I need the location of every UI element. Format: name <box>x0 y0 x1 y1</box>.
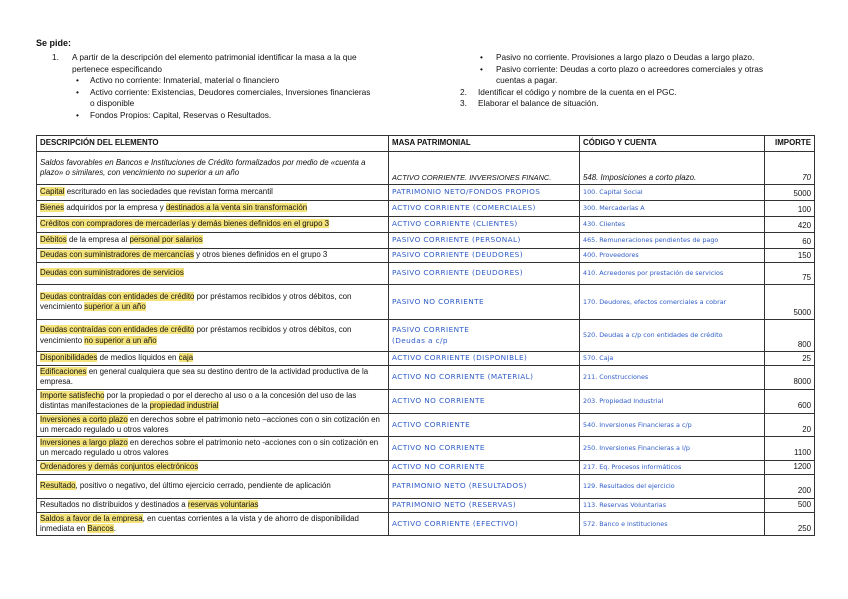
highlighted-text: Débitos <box>40 235 67 245</box>
row-importe: 420 <box>765 217 815 233</box>
row-masa <box>389 285 580 320</box>
row-importe: 5000 <box>765 185 815 201</box>
highlighted-text: Inversiones a corto plazo <box>40 414 128 424</box>
table-row <box>37 201 815 217</box>
highlighted-text: Capital <box>40 187 65 197</box>
row-description <box>37 320 389 352</box>
instructions-left <box>52 52 422 121</box>
row-importe: 100 <box>765 201 815 217</box>
highlighted-text: destinados a la venta sin transformación <box>165 203 308 213</box>
example-description: Saldos favorables en Bancos e Instituciones de Crédito formalizados por medio de «cuenta a plazo» o similares, con vencimiento no superior a un año <box>37 152 389 185</box>
row-description <box>37 217 389 233</box>
description-text: adquiridos por la empresa y <box>64 203 166 213</box>
table-row <box>37 263 815 285</box>
row-importe: 60 <box>765 233 815 249</box>
row-masa <box>389 389 580 413</box>
item-text: A partir de la descripción del elemento patrimonial identificar la masa a la que <box>72 52 357 62</box>
row-cuenta: 113. Reservas Voluntarias <box>580 498 765 512</box>
row-cuenta: 217. Eq. Procesos informáticos <box>580 460 765 474</box>
highlighted-text: Disponibilidades <box>40 353 98 363</box>
description-text: en general cualquiera que sea su destino dentro de la actividad productiva de la empresa. <box>40 367 369 387</box>
header-importe: IMPORTE <box>765 136 815 152</box>
table-row <box>37 233 815 249</box>
header-codigo: CÓDIGO Y CUENTA <box>580 136 765 152</box>
highlighted-text: Deudas con suministradores de mercancías <box>40 250 194 260</box>
item-number: 1. <box>52 52 59 62</box>
header-descripcion: DESCRIPCIÓN DEL ELEMENTO <box>37 136 389 152</box>
table-row <box>37 366 815 390</box>
heading: Se pide: <box>36 38 72 48</box>
bullet-text: Activo corriente: Existencias, Deudores comerciales, Inversiones financieras <box>90 86 371 97</box>
masa-text: ACTIVO NO CORRIENTE <box>392 443 485 453</box>
row-cuenta: 170. Deudores, efectos comerciales a cobrar <box>580 285 765 320</box>
table-row <box>37 498 815 512</box>
row-cuenta: 250. Inversiones Financieras a l/p <box>580 437 765 461</box>
row-masa <box>389 460 580 474</box>
row-cuenta: 570. Caja <box>580 352 765 366</box>
row-description <box>37 249 389 263</box>
bullet-text: Fondos Propios: Capital, Reservas o Resultados. <box>90 109 272 120</box>
highlighted-text: Edificaciones <box>40 367 87 376</box>
row-importe: 150 <box>765 249 815 263</box>
table-row <box>37 185 815 201</box>
description-text: por préstamos recibidos y otros débitos, con vencimiento <box>40 291 352 311</box>
row-importe: 8000 <box>765 366 815 390</box>
masa-text: ACTIVO NO CORRIENTE <box>392 462 485 472</box>
table-row <box>37 460 815 474</box>
item-text-continued: pertenece especificando <box>72 63 162 74</box>
masa-text-continued: (Deudas a c/p <box>392 335 448 345</box>
description-text: por la propiedad o por el derecho al uso o a la concesión del uso de las distintas manifestaciones de la <box>40 390 357 411</box>
elements-table <box>36 135 815 536</box>
table-row <box>37 512 815 536</box>
row-masa <box>389 263 580 285</box>
row-cuenta: 520. Deudas a c/p con entidades de crédito <box>580 320 765 352</box>
table-header-row <box>37 136 815 152</box>
description-text: de medios líquidos en <box>97 353 179 363</box>
description-text: Resultados no distribuidos y destinados a <box>40 500 188 510</box>
row-importe: 5000 <box>765 285 815 320</box>
masa-text: PASIVO CORRIENTE (DEUDORES) <box>392 268 523 278</box>
masa-text: ACTIVO NO CORRIENTE <box>392 395 485 405</box>
masa-text: PASIVO CORRIENTE (DEUDORES) <box>392 250 523 260</box>
description-text: en derechos sobre el patrimonio neto –acciones con o sin cotización en un mercado regulado u otros valores <box>40 414 380 434</box>
highlighted-text: Créditos con compradores de mercaderías y demás bienes definidos en el grupo 3 <box>40 219 330 229</box>
row-cuenta: 410. Acreedores por prestación de servicios <box>580 263 765 285</box>
row-description <box>37 498 389 512</box>
table-row <box>37 285 815 320</box>
bullet-icon: • <box>480 52 483 62</box>
item-text: Elaborar el balance de situación. <box>478 98 599 108</box>
description-text: de la empresa al <box>66 235 130 245</box>
row-importe: 1200 <box>765 460 815 474</box>
bullet-icon: • <box>76 109 79 120</box>
row-description <box>37 413 389 437</box>
description-text: escriturado en las sociedades que revistan forma mercantil <box>64 187 273 197</box>
row-importe: 1100 <box>765 437 815 461</box>
row-cuenta: 400. Proveedores <box>580 249 765 263</box>
description-text: por préstamos recibidos y otros débitos, con vencimiento <box>40 325 352 345</box>
masa-text: PATRIMONIO NETO (RESULTADOS) <box>392 481 527 491</box>
bullet-text: Pasivo corriente: Deudas a corto plazo o acreedores comerciales y otras <box>496 63 764 74</box>
bullet-text: Pasivo no corriente. Provisiones a largo plazo o Deudas a largo plazo. <box>496 52 755 62</box>
row-importe: 250 <box>765 512 815 536</box>
row-importe: 75 <box>765 263 815 285</box>
row-description <box>37 185 389 201</box>
description-text: . <box>113 524 116 534</box>
row-masa <box>389 512 580 536</box>
row-description <box>37 437 389 461</box>
row-masa <box>389 233 580 249</box>
row-description <box>37 474 389 498</box>
table-row <box>37 249 815 263</box>
bullet-text-continued: o disponible <box>90 98 135 108</box>
item-number: 2. <box>460 86 467 97</box>
highlighted-text: Deudas con suministradores de servicios <box>40 268 184 278</box>
masa-text: PATRIMONIO NETO/FONDOS PROPIOS <box>392 187 541 197</box>
row-masa <box>389 249 580 263</box>
row-description <box>37 460 389 474</box>
row-description <box>37 233 389 249</box>
highlighted-text: Bancos <box>87 524 114 534</box>
masa-text: ACTIVO CORRIENTE (DISPONIBLE) <box>392 353 528 363</box>
masa-text: PASIVO NO CORRIENTE <box>392 296 485 306</box>
highlighted-text: Deudas contraídas con entidades de crédito <box>40 291 195 301</box>
masa-text: ACTIVO CORRIENTE (EFECTIVO) <box>392 518 519 528</box>
row-masa <box>389 320 580 352</box>
highlighted-text: Resultado <box>40 481 76 491</box>
bullet-icon: • <box>480 63 483 74</box>
instructions-right <box>460 52 810 110</box>
masa-text: PASIVO CORRIENTE (PERSONAL) <box>392 235 521 245</box>
row-importe: 500 <box>765 498 815 512</box>
highlighted-text: caja <box>178 353 194 363</box>
row-importe: 600 <box>765 389 815 413</box>
masa-text: ACTIVO NO CORRIENTE (MATERIAL) <box>392 372 534 382</box>
table-row <box>37 352 815 366</box>
row-cuenta: 572. Banco e instituciones <box>580 512 765 536</box>
highlighted-text: Deudas contraídas con entidades de crédito <box>40 325 195 335</box>
description-text: y otros bienes definidos en el grupo 3 <box>193 250 328 260</box>
highlighted-text: reservas voluntarias <box>187 500 259 510</box>
bullet-text: Activo no corriente: Inmaterial, material o financiero <box>90 75 280 85</box>
row-masa <box>389 352 580 366</box>
highlighted-text: Saldos a favor de la empresa <box>40 513 143 523</box>
highlighted-text: Importe satisfecho <box>40 390 105 400</box>
row-masa <box>389 201 580 217</box>
row-masa <box>389 413 580 437</box>
example-cuenta: 548. Imposiciones a corto plazo. <box>580 152 765 185</box>
table-row <box>37 217 815 233</box>
row-cuenta: 430. Clientes <box>580 217 765 233</box>
item-number: 3. <box>460 98 467 108</box>
row-description <box>37 352 389 366</box>
bullet-text-continued: cuentas a pagar. <box>496 75 558 85</box>
row-description <box>37 263 389 285</box>
header-masa: MASA PATRIMONIAL <box>389 136 580 152</box>
table-row <box>37 389 815 413</box>
row-importe: 200 <box>765 474 815 498</box>
row-cuenta: 129. Resultados del ejercicio <box>580 474 765 498</box>
description-text: en derechos sobre el patrimonio neto -acciones con o sin cotización en un mercado regulado u otros valores <box>40 438 379 458</box>
row-cuenta: 300. Mercaderías A <box>580 201 765 217</box>
row-importe: 20 <box>765 413 815 437</box>
example-masa: ACTIVO CORRIENTE. INVERSIONES FINANC. <box>389 152 580 185</box>
masa-text: ACTIVO CORRIENTE (CLIENTES) <box>392 219 518 229</box>
row-description <box>37 285 389 320</box>
highlighted-text: propiedad industrial <box>149 401 219 411</box>
table-row <box>37 320 815 352</box>
row-masa <box>389 366 580 390</box>
row-description <box>37 512 389 536</box>
row-masa <box>389 217 580 233</box>
highlighted-text: personal por salarios <box>129 235 203 245</box>
row-cuenta: 100. Capital Social <box>580 185 765 201</box>
row-masa <box>389 498 580 512</box>
bullet-icon: • <box>76 86 79 97</box>
item-text: Identificar el código y nombre de la cuenta en el PGC. <box>478 86 677 97</box>
bullet-icon: • <box>76 75 79 85</box>
row-description <box>37 366 389 390</box>
highlighted-text: Inversiones a largo plazo <box>40 438 128 448</box>
example-importe: 70 <box>765 152 815 185</box>
row-masa <box>389 474 580 498</box>
row-importe: 25 <box>765 352 815 366</box>
description-text: , positivo o negativo, del último ejercicio cerrado, pendiente de aplicación <box>75 481 331 491</box>
row-description <box>37 201 389 217</box>
row-cuenta: 211. Construcciones <box>580 366 765 390</box>
row-masa <box>389 185 580 201</box>
highlighted-text: Bienes <box>40 203 65 213</box>
table-row <box>37 413 815 437</box>
masa-text: ACTIVO CORRIENTE <box>392 419 471 429</box>
highlighted-text: no superior a un año <box>84 335 157 345</box>
example-row <box>37 152 815 185</box>
masa-text: PATRIMONIO NETO (RESERVAS) <box>392 500 517 510</box>
row-description <box>37 389 389 413</box>
row-cuenta: 540. Inversiones Financieras a c/p <box>580 413 765 437</box>
highlighted-text: superior a un año <box>84 302 146 311</box>
row-cuenta: 203. Propiedad Industrial <box>580 389 765 413</box>
row-importe: 800 <box>765 320 815 352</box>
masa-text: PASIVO CORRIENTE <box>392 325 470 335</box>
table-row <box>37 437 815 461</box>
row-masa <box>389 437 580 461</box>
table-row <box>37 474 815 498</box>
row-cuenta: 465. Remuneraciones pendientes de pago <box>580 233 765 249</box>
highlighted-text: Ordenadores y demás conjuntos electrónicos <box>40 462 199 472</box>
description-text: , en cuentas corrientes a la vista y de ahorro de disponibilidad inmediata en <box>40 513 359 534</box>
masa-text: ACTIVO CORRIENTE (COMERCIALES) <box>392 203 536 213</box>
